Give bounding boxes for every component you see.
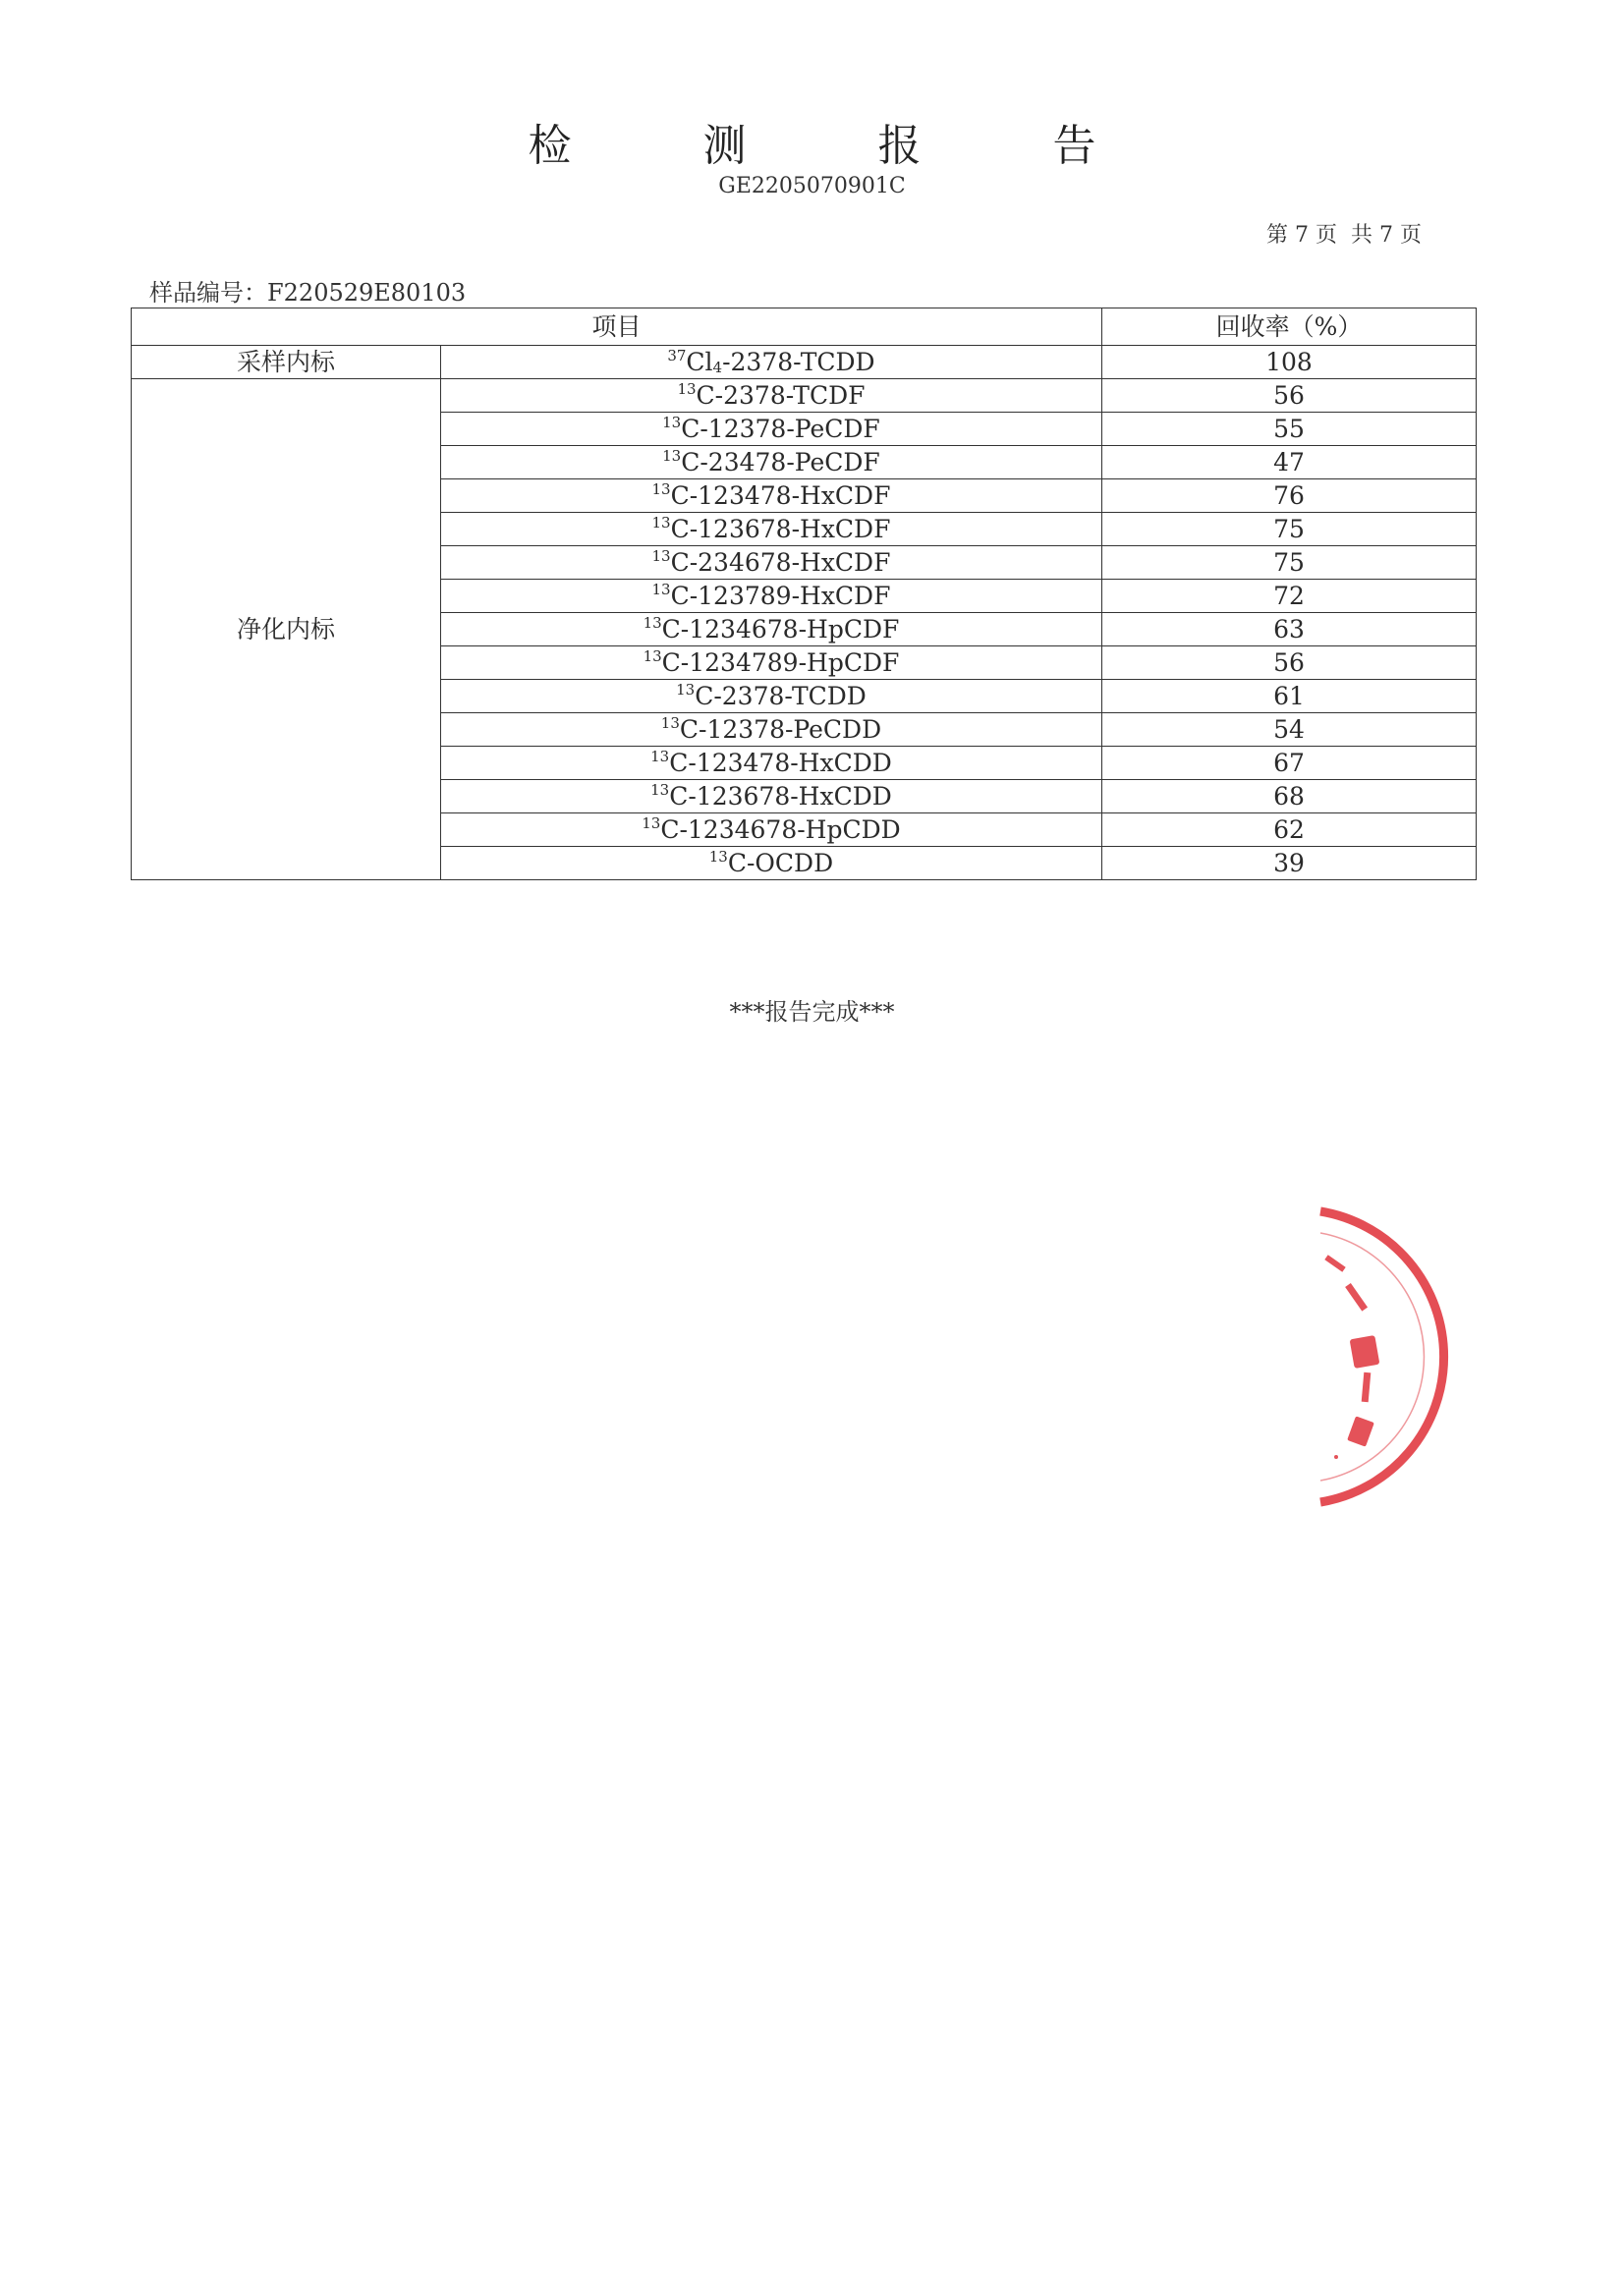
compound-name [441,847,1102,880]
isotope-mark: 13 [676,681,696,699]
compound-name-part: C-234678-HxCDF [670,548,891,577]
group-label-sampling: 采样内标 [132,346,441,379]
compound-name [441,580,1102,613]
recovery-value: 47 [1101,446,1476,479]
report-number: GE2205070901C [718,174,906,198]
compound-name-part: C-1234678-HpCDD [660,815,901,844]
page-indicator: 第 7 页 共 7 页 [1266,223,1422,248]
compound-name-part: C-123478-HxCDD [669,749,892,777]
header-recovery: 回收率（%） [1101,308,1476,346]
table-header-row [132,308,1477,346]
isotope-mark: 13 [643,614,662,632]
recovery-value: 39 [1101,847,1476,880]
compound-name [441,747,1102,780]
compound-name [441,479,1102,513]
compound-name-part: C-OCDD [727,849,834,877]
isotope-mark: 13 [662,414,682,431]
compound-name [441,713,1102,747]
recovery-value: 56 [1101,646,1476,680]
isotope-mark: 13 [708,848,728,866]
compound-name-part: C-23478-PeCDF [681,448,880,476]
seal-graphic [1318,1203,1505,1508]
recovery-value: 75 [1101,546,1476,580]
isotope-mark: 13 [643,647,662,665]
isotope-mark: 13 [677,380,697,398]
compound-name [441,680,1102,713]
isotope-mark: 13 [651,581,671,598]
compound-name-part: C-1234789-HpCDF [661,648,900,677]
recovery-value: 68 [1101,780,1476,813]
compound-name [441,780,1102,813]
group-label-cleanup: 净化内标 [132,379,441,880]
recovery-value: 62 [1101,813,1476,847]
isotope-mark: 13 [651,547,671,565]
compound-name-part: C-12378-PeCDD [679,715,882,744]
sample-number-value: F220529E80103 [267,279,467,307]
table-row [132,379,1477,413]
compound-name [441,413,1102,446]
compound-name [441,446,1102,479]
recovery-value: 75 [1101,513,1476,546]
table-body [132,346,1477,880]
recovery-value: 108 [1101,346,1476,379]
subscript-count: 4 [712,359,723,376]
isotope-mark: 37 [667,347,687,364]
compound-name [441,546,1102,580]
compound-name [441,513,1102,546]
header-item: 项目 [132,308,1102,346]
report-title: 检 测 报 告 [528,121,1155,171]
compound-name-part: C-123678-HxCDD [669,782,892,811]
isotope-mark: 13 [642,814,661,832]
recovery-table [131,308,1477,880]
compound-name-part: C-12378-PeCDF [681,415,880,443]
sample-number-label: 样品编号： [149,279,267,307]
table-row [132,346,1477,379]
compound-name [441,379,1102,413]
isotope-mark: 13 [650,748,670,765]
compound-name [441,646,1102,680]
compound-name [441,613,1102,646]
recovery-value: 76 [1101,479,1476,513]
compound-name [441,813,1102,847]
compound-name-part: C-2378-TCDD [695,682,867,710]
isotope-mark: 13 [660,714,680,732]
report-end-mark: ***报告完成*** [729,998,895,1026]
recovery-value: 63 [1101,613,1476,646]
recovery-value: 67 [1101,747,1476,780]
official-seal [1318,1203,1505,1508]
compound-name-part: Cl [686,348,713,376]
recovery-value: 55 [1101,413,1476,446]
compound-name-part: C-2378-TCDF [696,381,866,410]
isotope-mark: 13 [662,447,682,465]
sample-number [149,273,466,308]
isotope-mark: 13 [651,514,671,532]
compound-name [441,346,1102,379]
compound-name-part: -2378-TCDD [722,348,875,376]
isotope-mark: 13 [650,781,670,799]
recovery-value: 61 [1101,680,1476,713]
compound-name-part: C-1234678-HpCDF [661,615,900,644]
compound-name-part: C-123678-HxCDF [670,515,891,543]
recovery-value: 54 [1101,713,1476,747]
compound-name-part: C-123478-HxCDF [670,481,891,510]
recovery-value: 72 [1101,580,1476,613]
isotope-mark: 13 [651,480,671,498]
compound-name-part: C-123789-HxCDF [670,582,891,610]
recovery-value: 56 [1101,379,1476,413]
